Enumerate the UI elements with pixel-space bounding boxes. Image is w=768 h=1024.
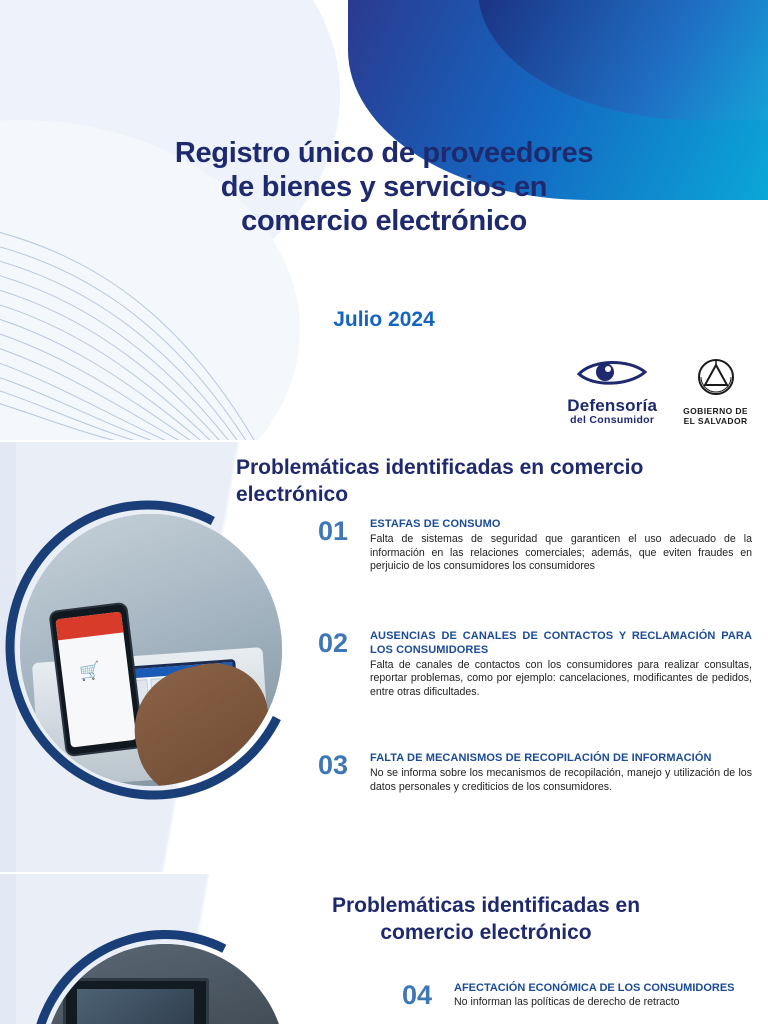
slide-problematicas-1	[0, 440, 768, 872]
photo-ecommerce	[6, 500, 296, 800]
list-item	[318, 630, 752, 700]
section-heading	[236, 892, 736, 947]
item-text: Falta de sistemas de seguridad que garanticen el uso adecuado de la información en las relaciones comerciales; además, que eviten fraudes en perjuicio de los consumidores los consumidores	[370, 532, 752, 573]
defensoria-logo-line-1: Defensoría	[567, 396, 658, 415]
eye-icon	[567, 355, 657, 394]
gobierno-logo	[683, 358, 748, 426]
item-title: ESTAFAS DE CONSUMO	[370, 518, 501, 530]
section-heading	[236, 454, 736, 509]
photo-image-shopping: 🛒	[20, 514, 282, 786]
left-accent-bar	[0, 874, 16, 1024]
list-item	[402, 982, 768, 1010]
logo-group	[567, 355, 748, 426]
item-title: FALTA DE MECANISMOS DE RECOPILACIÓN DE INFORMACIÓN	[370, 752, 712, 764]
defensoria-logo-line-2: del Consumidor	[570, 414, 655, 426]
coat-of-arms-icon	[683, 358, 748, 403]
gobierno-logo-line-2: EL SALVADOR	[683, 416, 748, 426]
item-number: 04	[402, 980, 433, 1010]
slide-title	[0, 0, 768, 440]
item-number: 01	[318, 516, 349, 546]
photo-image-office	[44, 944, 286, 1024]
section-heading-line-1: Problemáticas identificadas en comercio	[236, 456, 644, 479]
item-text: No se informa sobre los mecanismos de recopilación, manejo y utilización de los datos personales y crediticios de los consumidores.	[370, 766, 752, 793]
item-text: Falta de canales de contactos con los consumidores para realizar consultas, reportar problemas, como por ejemplo: cancelaciones, modificantes de pedidos, entre otras dificultades.	[370, 658, 752, 699]
item-text: No informan las políticas de derecho de retracto	[454, 995, 680, 1008]
title-line-3: comercio electrónico	[241, 205, 527, 238]
list-item	[318, 752, 752, 794]
publication-date: Julio 2024	[333, 308, 435, 331]
item-title: AUSENCIAS DE CANALES DE CONTACTOS Y RECLAMACIÓN PARA LOS CONSUMIDORES	[370, 630, 752, 656]
item-number: 02	[318, 628, 349, 658]
title-line-1: Registro único de proveedores	[174, 137, 594, 169]
title-line-2: de bienes y servicios en	[220, 171, 548, 204]
slide-problematicas-2	[0, 872, 768, 1024]
section-heading-line-2: electrónico	[236, 483, 349, 507]
list-item	[318, 518, 752, 574]
page-title	[0, 136, 768, 239]
defensoria-logo	[567, 355, 657, 426]
section-heading-line-2: comercio electrónico	[380, 921, 592, 945]
section-heading-line-1: Problemáticas identificadas en	[331, 894, 641, 917]
gobierno-logo-line-1: GOBIERNO DE	[683, 406, 748, 416]
item-number: 03	[318, 750, 349, 780]
item-title: AFECTACIÓN ECONÓMICA DE LOS CONSUMIDORES	[454, 982, 735, 994]
